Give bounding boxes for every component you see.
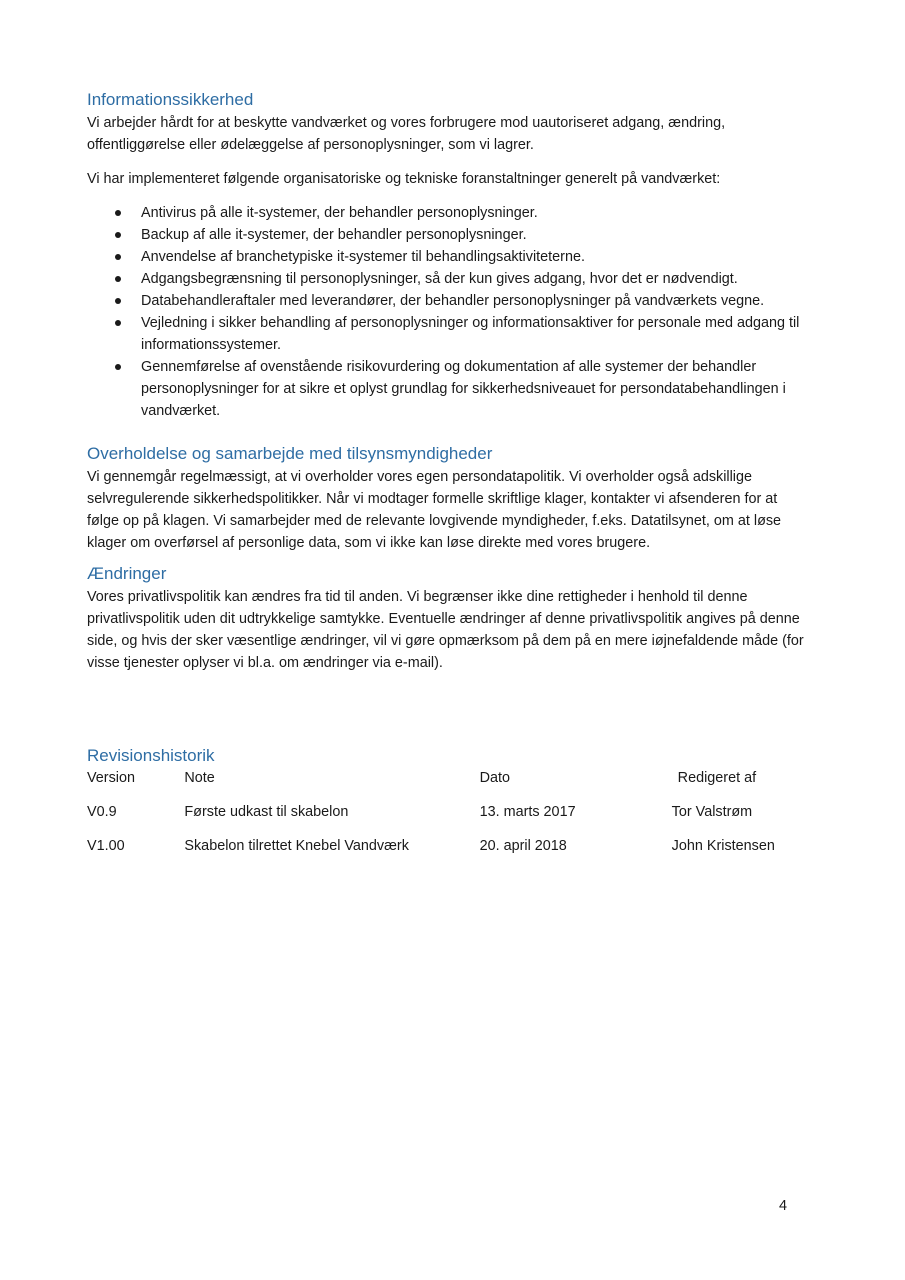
list-item-text: Backup af alle it-systemer, der behandler personoplysninger. (141, 227, 527, 243)
paragraph: Vi gennemgår regelmæssigt, at vi overholder vores egen persondatapolitik. Vi overholder også adskillige selvregulerende sikkerhedspolitikker. Når vi modtager formelle skriftlige klager, kontakter vi afsenderen for at følge op på klagen. Vi samarbejder med de relevante lovgivende myndigheder, f.eks. Datatilsynet, om at løse klager om overførsel af personlige data, som vi ikke kan løse direkte med vores brugere. (87, 469, 782, 551)
bullet-icon (115, 210, 121, 216)
page-number: 4 (778, 1198, 787, 1214)
cell-editor: John Kristensen (671, 838, 775, 854)
section-information-security (87, 88, 807, 422)
table-header-row (87, 770, 797, 804)
list-item (87, 290, 807, 312)
section-revision-history (87, 744, 807, 872)
table-row (87, 838, 797, 872)
cell-note: Første udkast til skabelon (184, 804, 349, 820)
document-page (87, 88, 807, 872)
column-header-version: Version (87, 770, 135, 786)
bullet-icon (115, 320, 121, 326)
cell-note: Skabelon tilrettet Knebel Vandværk (184, 838, 409, 854)
section-changes (87, 562, 807, 674)
list-item (87, 224, 807, 246)
list-item-text: Databehandleraftaler med leverandører, der behandler personoplysninger på vandværkets vegne. (141, 293, 765, 309)
column-header-date: Dato (479, 770, 510, 786)
revision-table (87, 770, 797, 872)
cell-editor: Tor Valstrøm (671, 804, 753, 820)
bullet-icon (115, 364, 121, 370)
list-item-text: Adgangsbegrænsning til personoplysninger, så der kun gives adgang, hvor det er nødvendigt. (141, 271, 738, 287)
list-item-text: Gennemførelse af ovenstående risikovurdering og dokumentation af alle systemer der behandler personoplysninger for at sikre et oplyst grundlag for sikkerhedsniveauet for persondatabehandlingen i vandværket. (141, 359, 786, 419)
bullet-list (87, 202, 807, 422)
section-heading: Ændringer (87, 564, 167, 583)
table-row (87, 804, 797, 838)
list-item (87, 246, 807, 268)
column-header-note: Note (184, 770, 215, 786)
list-item (87, 268, 807, 290)
list-item-text: Vejledning i sikker behandling af personoplysninger og informationsaktiver for personale med adgang til informationssystemer. (141, 315, 800, 353)
paragraph: Vi arbejder hårdt for at beskytte vandværket og vores forbrugere mod uautoriseret adgang, ændring, offentliggørelse eller ødelæggelse af personoplysninger, som vi lagrer. (87, 115, 726, 153)
list-item-text: Anvendelse af branchetypiske it-systemer til behandlingsaktiviteterne. (141, 249, 585, 265)
bullet-icon (115, 298, 121, 304)
cell-version: V0.9 (87, 804, 117, 820)
list-item (87, 356, 807, 422)
section-compliance (87, 442, 807, 554)
cell-date: 13. marts 2017 (479, 804, 576, 820)
section-heading: Revisionshistorik (87, 746, 215, 765)
cell-version: V1.00 (87, 838, 125, 854)
bullet-icon (115, 232, 121, 238)
list-item (87, 312, 807, 356)
cell-date: 20. april 2018 (479, 838, 567, 854)
paragraph: Vi har implementeret følgende organisatoriske og tekniske foranstaltninger generelt på vandværket: (87, 171, 721, 187)
section-heading: Informationssikkerhed (87, 90, 254, 109)
section-heading: Overholdelse og samarbejde med tilsynsmyndigheder (87, 444, 493, 463)
paragraph: Vores privatlivspolitik kan ændres fra tid til anden. Vi begrænser ikke dine rettigheder i henhold til denne privatlivspolitik uden dit udtrykkelige samtykke. Eventuelle ændringer af denne privatlivspolitik angives på denne side, og hvis der sker væsentlige ændringer, vil vi gøre opmærksom på dem på en mere iøjnefaldende måde (for visse tjenester oplyser vi bl.a. om ændringer via e-mail). (87, 589, 804, 671)
list-item (87, 202, 807, 224)
bullet-icon (115, 254, 121, 260)
bullet-icon (115, 276, 121, 282)
column-header-editor: Redigeret af (677, 770, 757, 786)
list-item-text: Antivirus på alle it-systemer, der behandler personoplysninger. (141, 205, 538, 221)
